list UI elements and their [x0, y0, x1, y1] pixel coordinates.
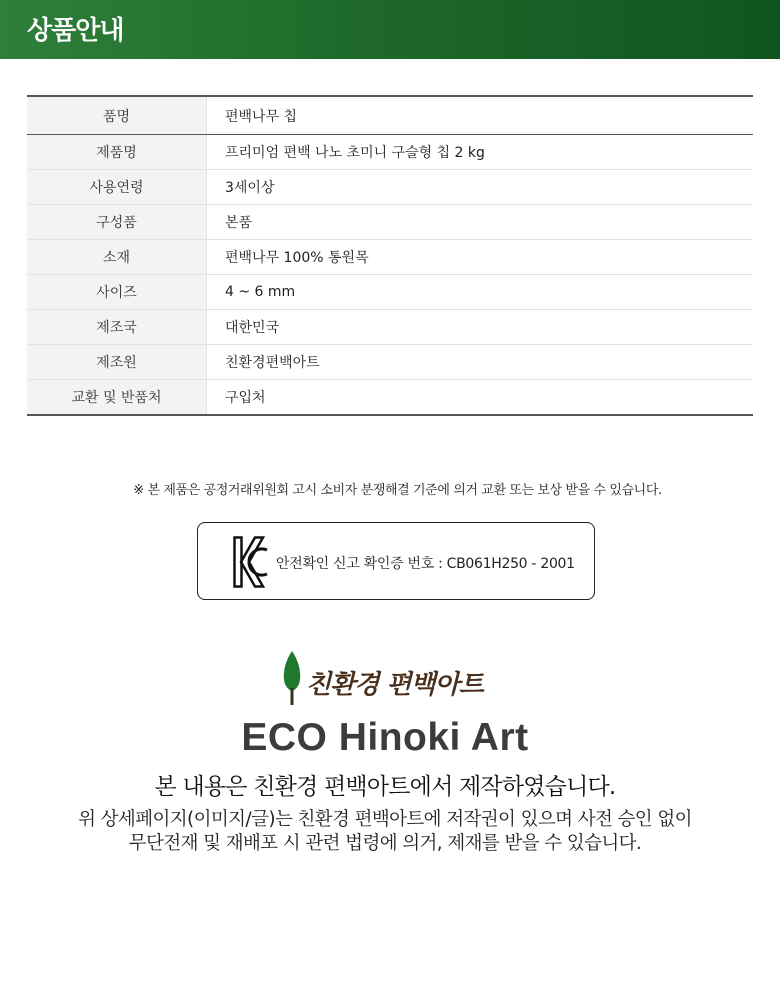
table-row [27, 205, 753, 240]
spec-label: 교환 및 반품처 [27, 380, 207, 416]
spec-value: 4 ~ 6 mm [207, 275, 754, 310]
spec-label: 품명 [27, 96, 207, 135]
spec-label: 제품명 [27, 135, 207, 170]
table-row [27, 345, 753, 380]
consumer-notice: ※ 본 제품은 공정거래위원회 고시 소비자 분쟁해결 기준에 의거 교환 또는 보상 받을 수 있습니다. [133, 483, 662, 498]
spec-label: 사이즈 [27, 275, 207, 310]
spec-label: 사용연령 [27, 170, 207, 205]
table-row [27, 380, 753, 416]
spec-value: 편백나무 칩 [207, 96, 754, 135]
table-row [27, 135, 753, 170]
header-banner [0, 0, 780, 59]
spec-value: 3세이상 [207, 170, 754, 205]
spec-label: 제조원 [27, 345, 207, 380]
product-spec-table [27, 95, 753, 416]
copyright-title: 본 내용은 친환경 편백아트에서 제작하였습니다. [154, 774, 616, 800]
table-row [27, 96, 753, 135]
table-row [27, 170, 753, 205]
kc-certification-box [197, 522, 595, 600]
spec-value: 구입처 [225, 390, 266, 406]
spec-value: 프리미엄 편백 나노 초미니 구슬형 칩 2 kg [207, 135, 754, 170]
copyright-line-2: 무단전재 및 재배포 시 관련 법령에 의거, 제재를 받을 수 있습니다. [128, 833, 642, 854]
table-row [27, 240, 753, 275]
spec-label: 소재 [27, 240, 207, 275]
spec-value: 편백나무 100% 통원목 [207, 240, 754, 275]
kc-mark-icon [233, 536, 269, 588]
copyright-line-1: 위 상세페이지(이미지/글)는 친환경 편백아트에 저작권이 있으며 사전 승인 없이 [78, 809, 692, 830]
table-row [27, 310, 753, 345]
brand-korean-logo: 친환경 편백아트 [306, 670, 483, 700]
spec-value: 대한민국 [207, 310, 754, 345]
page-title: 상품안내 [27, 16, 124, 46]
spec-label: 구성품 [27, 205, 207, 240]
cypress-tree-icon [282, 650, 302, 706]
spec-value: 본품 [207, 205, 754, 240]
spec-value: 친환경편백아트 [207, 345, 754, 380]
spec-label: 제조국 [27, 310, 207, 345]
table-row [27, 275, 753, 310]
kc-certification-number: 안전확인 신고 확인증 번호 : CB061H250 - 2001 [276, 556, 575, 572]
brand-english-logo: ECO Hinoki Art [241, 716, 529, 759]
